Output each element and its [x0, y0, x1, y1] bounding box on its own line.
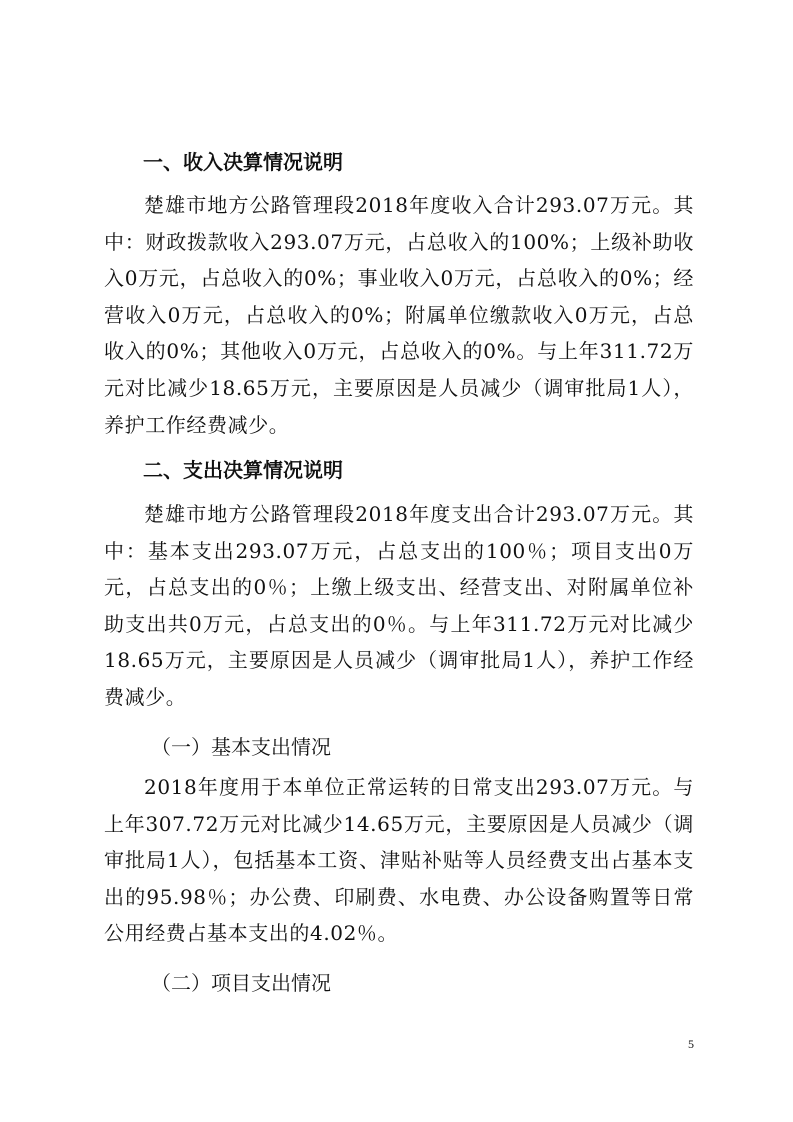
subsection1-body: 2018年度用于本单位正常运转的日常支出293.07万元。与上年307.72万元对比减少14.65万元，主要原因是人员减少（调审批局1人），包括基本工资、津贴补贴等人员经费支出占基本支出的95.98％；办公费、印刷费、水电费、办公设备购置等日常公用经费占基本支出的4.02％。: [104, 775, 694, 946]
section2-heading: 二、支出决算情况说明: [143, 458, 343, 482]
section2-body: 楚雄市地方公路管理段2018年度支出合计293.07万元。其中：基本支出293.07万元，占总支出的100％；项目支出0万元，占总支出的0％；上缴上级支出、经营支出、对附属单位补助支出共0万元，占总支出的0％。与上年311.72万元对比减少18.65万元，主要原因是人员减少（调审批局1人），养护工作经费减少。: [104, 502, 694, 709]
section1-body: 楚雄市地方公路管理段2018年度收入合计293.07万元。其中：财政拨款收入293.07万元，占总收入的100%；上级补助收入0万元，占总收入的0%；事业收入0万元，占总收入的0%；经营收入0万元，占总收入的0%；附属单位缴款收入0万元，占总收入的0%；其他收入0万元，占总收入的0%。与上年311.72万元对比减少18.65万元，主要原因是人员减少（调审批局1人），养护工作经费减少。: [104, 193, 694, 437]
page-number: 5: [688, 1037, 694, 1051]
subsection2-heading: （二）项目支出情况: [151, 971, 331, 995]
subsection1-heading: （一）基本支出情况: [151, 735, 331, 759]
section1-heading: 一、收入决算情况说明: [143, 150, 343, 174]
